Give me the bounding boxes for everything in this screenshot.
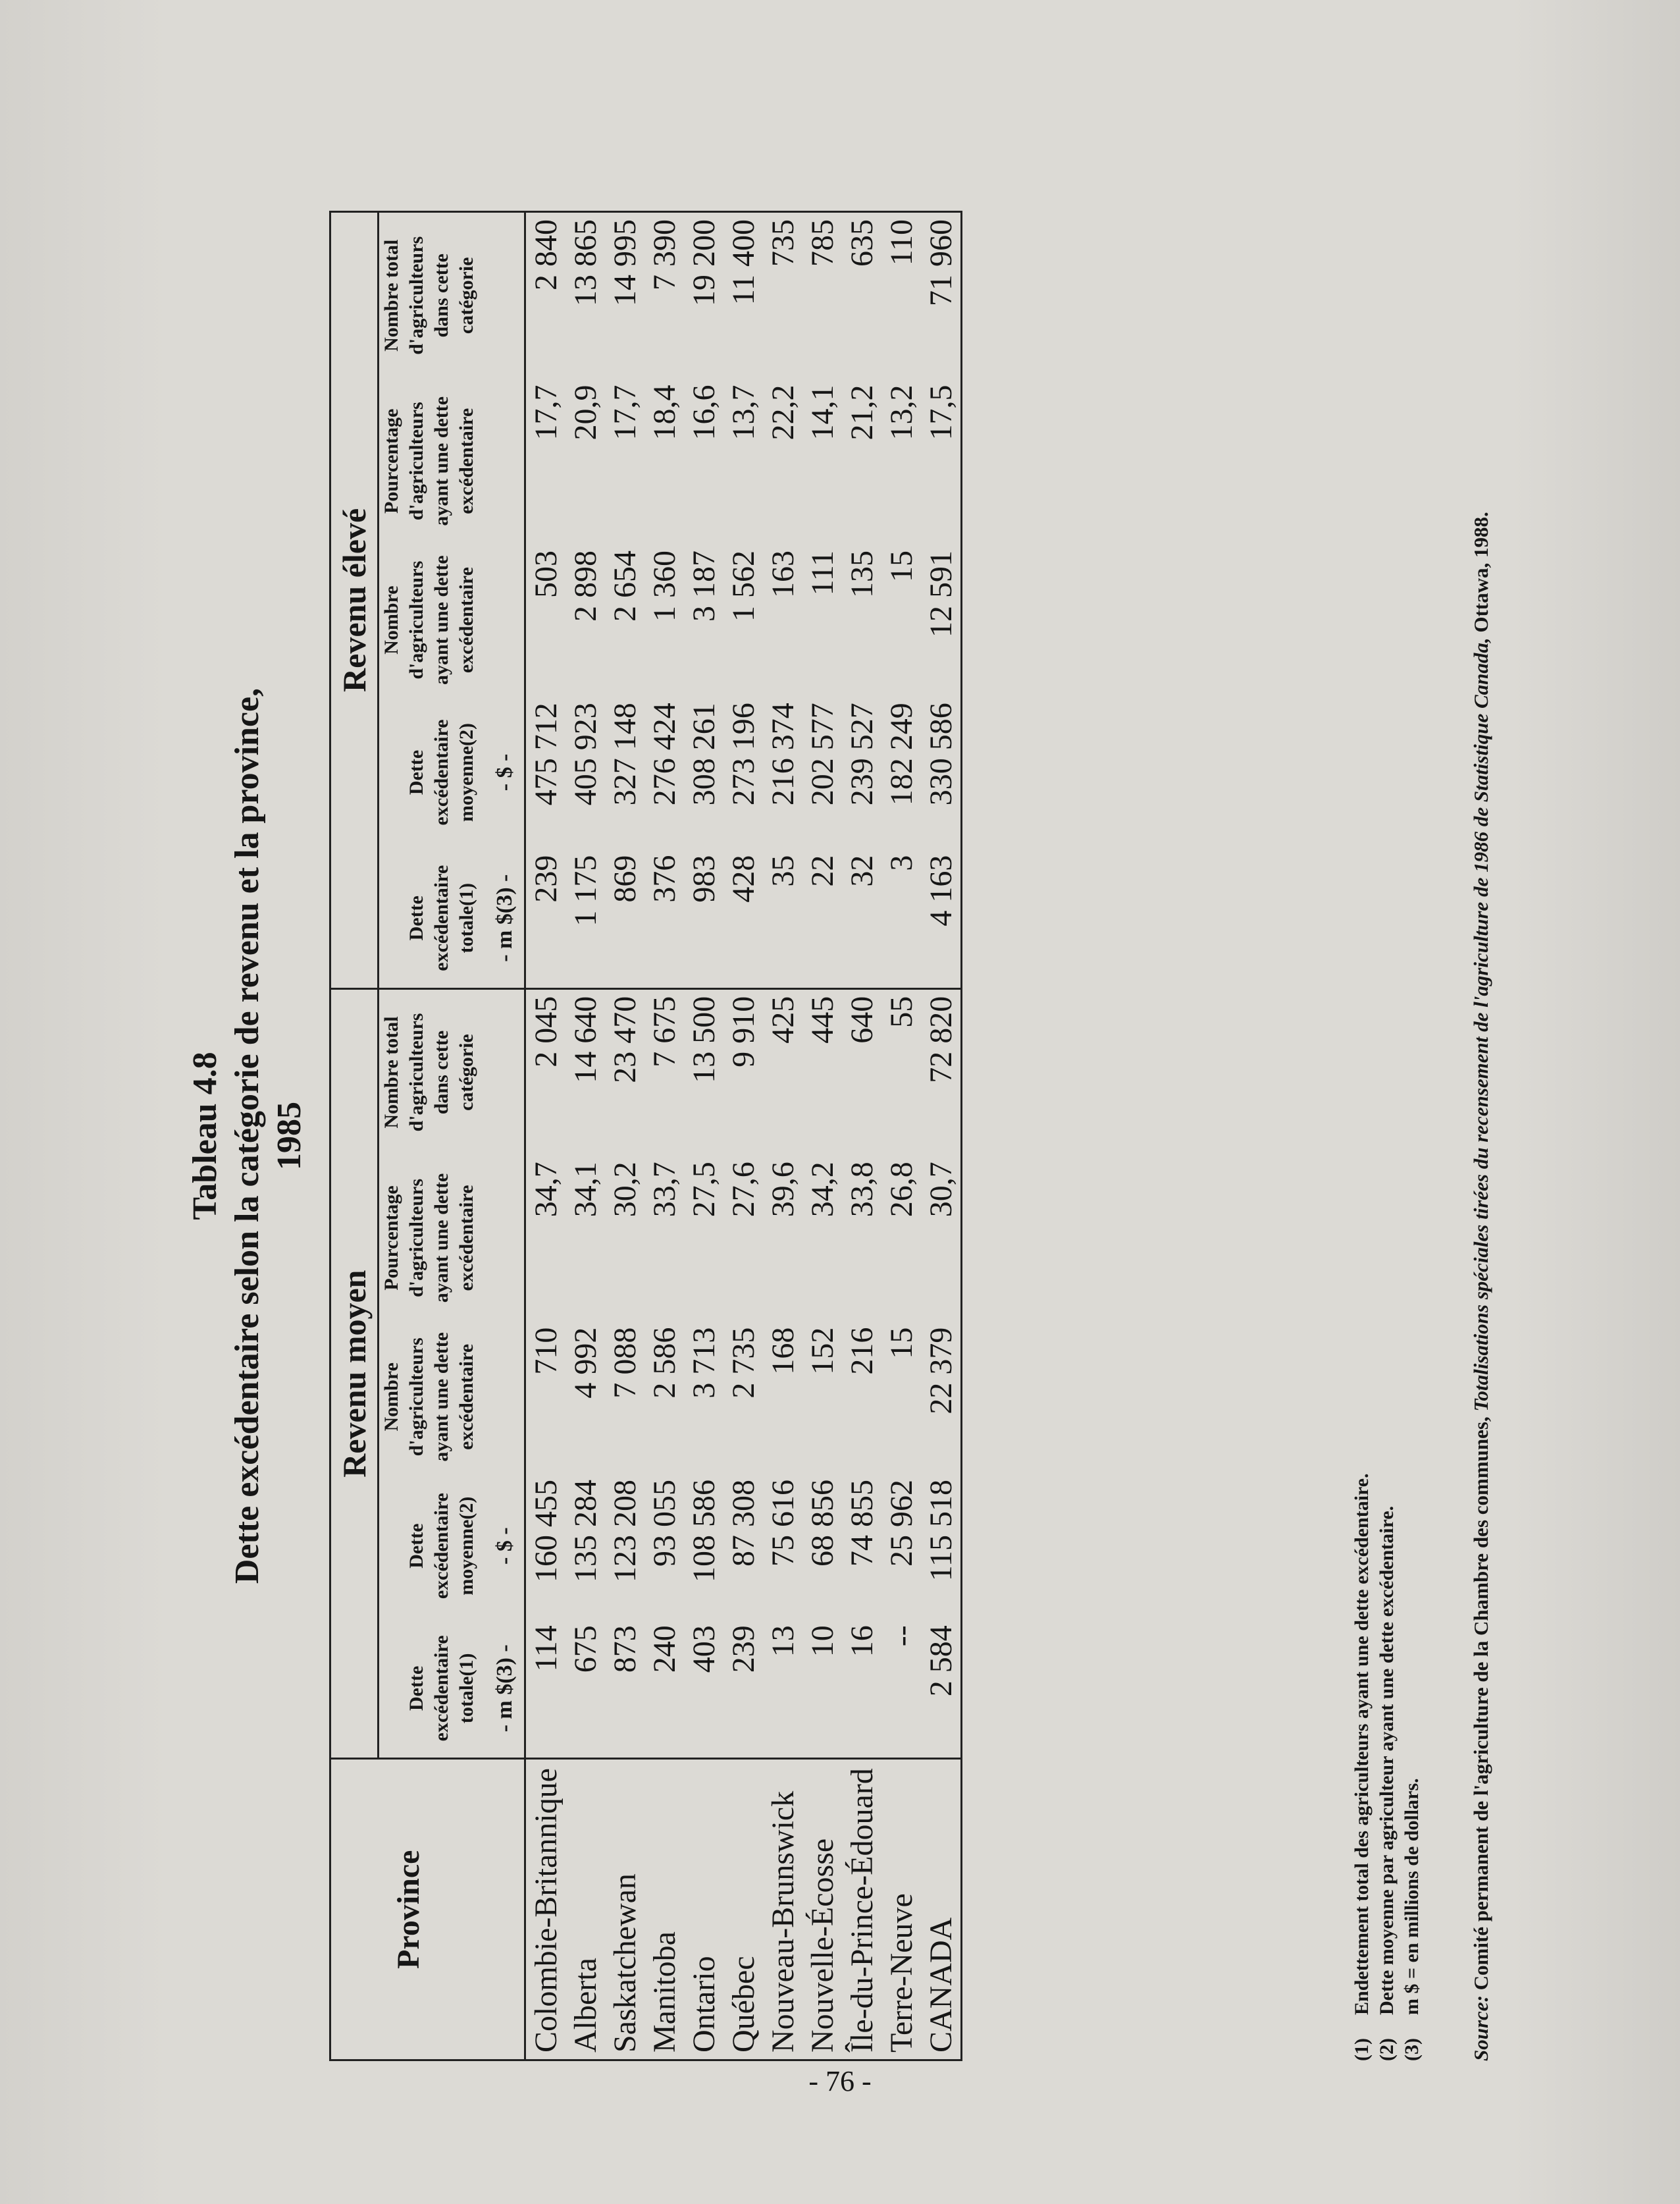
header-province: Province — [391, 1850, 426, 1969]
table-row: Colombie-Britannique 114 160 455 710 34,7 2 045 239 475 712 503 17,7 2 840 — [525, 212, 566, 2060]
table-source — [1468, 211, 1494, 2061]
header-group-eleve: Revenu élevé — [330, 212, 379, 989]
unit-blank — [486, 1759, 525, 2060]
header-e-nombre-dette: Nombre d'agriculteurs ayant une dette excédentaire — [381, 555, 477, 685]
table-row: Québec 239 87 308 2 735 27,6 9 910 428 273 196 1 562 13,7 11 400 — [723, 212, 763, 2060]
province-name: Terre-Neuve — [883, 1893, 919, 2053]
debt-table — [329, 211, 962, 2061]
table-row: Nouvelle-Écosse 10 68 856 152 34,2 445 22 202 577 111 14,1 785 — [802, 212, 842, 2060]
table-row: Nouveau-Brunswick 13 75 616 168 39,6 425 35 216 374 163 22,2 735 — [763, 212, 802, 2060]
header-group-moyen: Revenu moyen — [330, 988, 379, 1759]
title-line-1: Tableau 4.8 — [186, 1052, 224, 1220]
table-row: Terre-Neuve -- 25 962 15 26,8 55 3 182 249 15 13,2 110 — [881, 212, 921, 2060]
note-item: (2) Dette moyenne par agriculteur ayant une dette excédentaire. — [1376, 1505, 1398, 2061]
table-title — [184, 198, 311, 2074]
header-m-nombre-total: Nombre total d'agriculteurs dans cette catégorie — [381, 1013, 477, 1132]
province-name: Nouveau-Brunswick — [765, 1790, 801, 2053]
header-m-pourcentage: Pourcentage d'agriculteurs ayant une dette excédentaire — [381, 1173, 477, 1303]
note-item: (3) m $ = en millions de dollars. — [1401, 1778, 1423, 2061]
table-row-total: CANADA 2 584 115 518 22 379 30,7 72 820 4 163 330 586 12 591 17,5 71 960 — [921, 212, 962, 2060]
header-m-nombre-dette: Nombre d'agriculteurs ayant une dette excédentaire — [381, 1332, 477, 1462]
province-name: Saskatchewan — [607, 1873, 643, 2053]
province-name: Colombie-Britannique — [528, 1768, 564, 2053]
header-m-dette-totale: Dette excédentaire totale(1) — [379, 1619, 486, 1759]
source-italic: Totalisations spéciales tirées du recensement de l'agriculture de 1986 de Statistique Canada, — [1469, 637, 1492, 1412]
table-row: Manitoba 240 93 055 2 586 33,7 7 675 376 276 424 1 360 18,4 7 390 — [644, 212, 684, 2060]
page-number: - 76 - — [808, 2065, 872, 2097]
table-row: Saskatchewan 873 123 208 7 088 30,2 23 470 869 327 148 2 654 17,7 14 995 — [605, 212, 644, 2060]
unit-m-total: - m $(3) - — [486, 1619, 525, 1759]
province-name: Nouvelle-Écosse — [804, 1838, 840, 2053]
table-row: Alberta 675 135 284 4 992 34,1 14 640 1 175 405 923 2 898 20,9 13 865 — [565, 212, 605, 2060]
header-e-dette-moyenne: Dette excédentaire moyenne(2) — [406, 719, 477, 826]
title-line-3: 1985 — [271, 1102, 308, 1170]
header-e-dette-totale: Dette excédentaire totale(1) — [379, 849, 486, 989]
source-text-1: Comité permanent de l'agriculture de la Chambre des communes, — [1469, 1416, 1492, 1991]
province-name: Île-du-Prince-Édouard — [844, 1768, 879, 2053]
source-text-2: Ottawa, 1988. — [1469, 512, 1492, 633]
table-row: Ontario 403 108 586 3 713 27,5 13 500 983 308 261 3 187 16,6 19 200 — [684, 212, 723, 2060]
province-name: Québec — [725, 1956, 761, 2053]
province-name: Manitoba — [646, 1931, 682, 2053]
unit-e-total: - m $(3) - — [486, 849, 525, 989]
province-name: Alberta — [567, 1958, 603, 2053]
rotated-table-region — [184, 198, 1633, 2074]
unit-e-moyenne: - $ - — [492, 753, 517, 792]
source-label: Source: — [1469, 1995, 1492, 2061]
header-e-pourcentage: Pourcentage d'agriculteurs ayant une dette excédentaire — [381, 396, 477, 526]
unit-m-moyenne: - $ - — [492, 1527, 517, 1565]
table-notes — [1350, 211, 1425, 2061]
table-row: Île-du-Prince-Édouard 16 74 855 216 33,8 640 32 239 527 135 21,2 635 — [842, 212, 881, 2060]
header-e-nombre-total: Nombre total d'agriculteurs dans cette catégorie — [381, 236, 477, 355]
province-name: Ontario — [686, 1956, 722, 2053]
header-m-dette-moyenne: Dette excédentaire moyenne(2) — [406, 1493, 477, 1599]
note-item: (1) Endettement total des agriculteurs ayant une dette excédentaire. — [1351, 1473, 1373, 2061]
title-line-2: Dette excédentaire selon la catégorie de revenu et la province, — [228, 687, 266, 1584]
province-name: CANADA — [923, 1917, 958, 2053]
